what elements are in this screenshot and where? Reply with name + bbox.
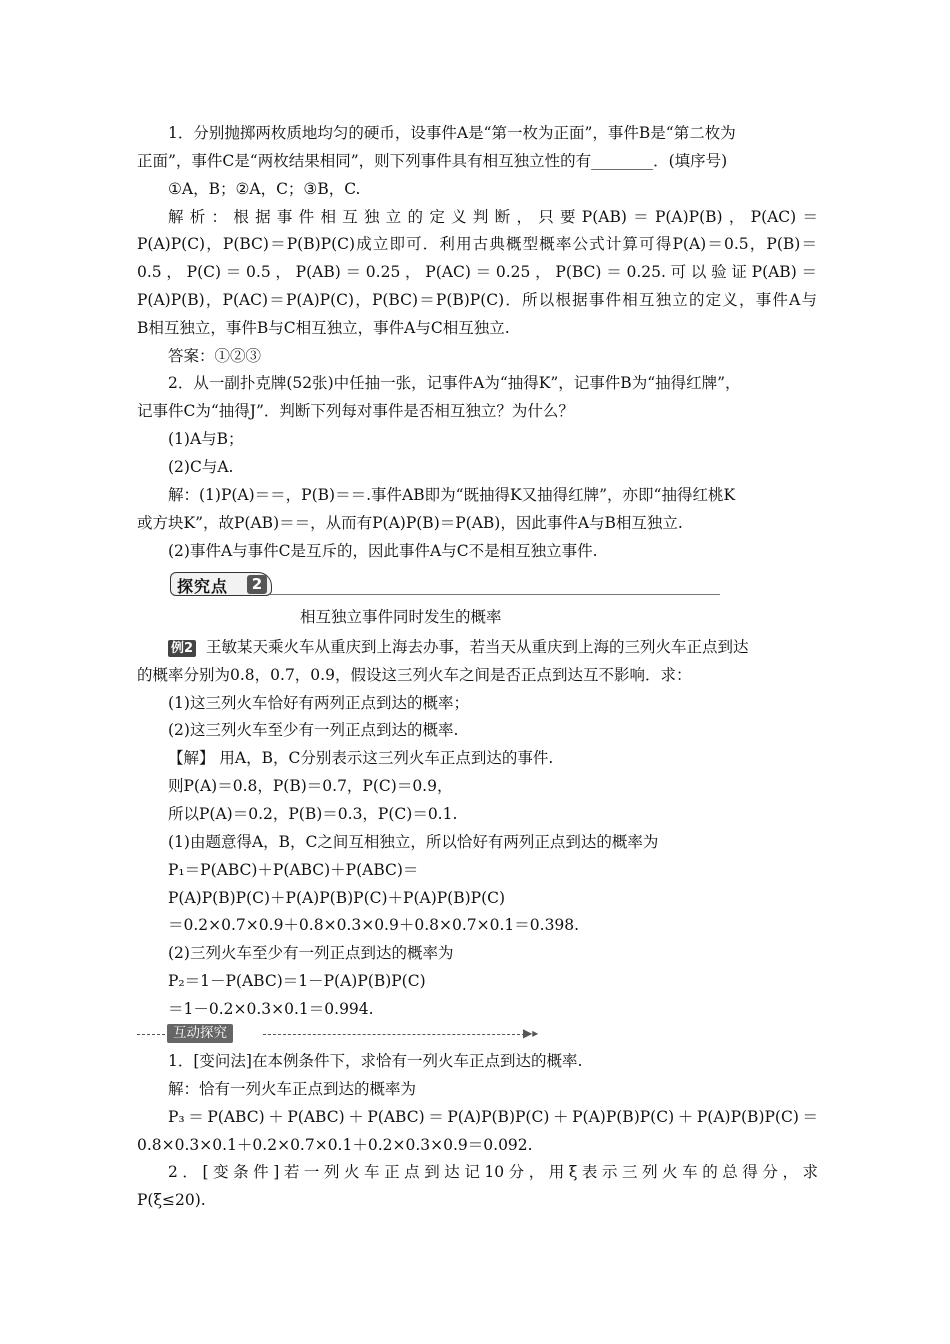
- q1-analysis-4: P(A)P(B)，P(AC)＝P(A)P(C)，P(BC)＝P(B)P(C)．所以根据事件相互独立的定义，事件A与: [137, 291, 817, 309]
- solution-intro: 【解】 用A，B，C分别表示这三列火车正点到达的事件.: [168, 749, 554, 767]
- solution-complements: 所以P(A)＝0.2，P(B)＝0.3，P(C)＝0.1.: [168, 805, 458, 823]
- solution-p1-formula: P₁＝P(ABC)＋P(ABC)＋P(ABC)＝: [168, 861, 419, 879]
- q1-analysis-2: P(A)P(C)，P(BC)＝P(B)P(C)成立即可．利用古典概型概率公式计算可得P(A)＝0.5，P(B)＝: [137, 235, 817, 253]
- variant-1-formula: P₃＝P(ABC)＋P(ABC)＋P(ABC)＝P(A)P(B)P(C)＋P(A)P(B)P(C)＋P(A)P(B)P(C)＝: [168, 1108, 818, 1126]
- section-divider: [270, 594, 720, 595]
- q1-line-1: 1．分别抛掷两枚质地均匀的硬币，设事件A是“第一枚为正面”，事件B是“第二枚为: [168, 124, 736, 142]
- q1-analysis-1: 解析：根据事件相互独立的定义判断，只要P(AB)＝P(A)P(B)，P(AC)＝: [168, 208, 818, 226]
- solution-p1-result: ＝0.2×0.7×0.9＋0.8×0.3×0.9＋0.8×0.7×0.1＝0.398.: [168, 916, 580, 934]
- variant-2-question-1: 2．[变条件]若一列火车正点到达记10分，用ξ表示三列火车的总得分，求: [168, 1163, 818, 1181]
- section-badge: [170, 572, 272, 596]
- section-header: [170, 572, 550, 598]
- solution-p1-expand: P(A)P(B)P(C)＋P(A)P(B)P(C)＋P(A)P(B)P(C): [168, 889, 506, 907]
- arrow-right-icon: ▶▸: [523, 1026, 539, 1040]
- q1-line-2: 正面”，事件C是“两枚结果相同”，则下列事件具有相互独立性的有________．(填序号): [137, 152, 728, 170]
- solution-probs: 则P(A)＝0.8，P(B)＝0.7，P(C)＝0.9，: [168, 777, 453, 795]
- dash-left: [137, 1034, 165, 1035]
- q1-answer: 答案：①②③: [168, 347, 262, 365]
- example-line-1: [168, 636, 848, 658]
- solution-part2-intro: (2)三列火车至少有一列正点到达的概率为: [168, 944, 454, 962]
- dash-right: [263, 1034, 525, 1035]
- q2-part-2: (2)C与A.: [168, 458, 234, 476]
- q2-solution-2: 或方块K”，故P(AB)＝＝，从而有P(A)P(B)＝P(AB)，因此事件A与B相互独立.: [137, 514, 683, 532]
- section-badge-text: 探究点: [177, 577, 229, 596]
- q2-line-1: 2．从一副扑克牌(52张)中任抽一张，记事件A为“抽得K”，记事件B为“抽得红牌”，: [168, 374, 741, 392]
- solution-p2-result: ＝1－0.2×0.3×0.1＝0.994.: [168, 1000, 374, 1018]
- q1-options: ①A，B；②A，C；③B，C.: [168, 180, 361, 198]
- example-badge: 例2: [168, 640, 196, 657]
- q1-analysis-3: 0.5，P(C)＝0.5，P(AB)＝0.25，P(AC)＝0.25，P(BC)＝0.25.可以验证P(AB)＝: [137, 263, 817, 281]
- variant-1-result: 0.8×0.3×0.1＋0.2×0.7×0.1＋0.2×0.3×0.9＝0.092.: [137, 1136, 533, 1154]
- q2-solution-3: (2)事件A与事件C是互斥的，因此事件A与C不是相互独立事件.: [168, 542, 598, 560]
- solution-p2-formula: P₂＝1－P(ABC)＝1－P(A)P(B)P(C): [168, 972, 426, 990]
- example-part-1: (1)这三列火车恰好有两列正点到达的概率；: [168, 694, 469, 712]
- solution-part1-intro: (1)由题意得A，B，C之间互相独立，所以恰好有两列正点到达的概率为: [168, 833, 659, 851]
- section-subtitle: 相互独立事件同时发生的概率: [300, 608, 502, 626]
- variant-1-question: 1．[变问法]在本例条件下，求恰有一列火车正点到达的概率.: [168, 1052, 583, 1070]
- q2-part-1: (1)A与B；: [168, 430, 244, 448]
- interactive-explore-label: 互动探究: [167, 1024, 233, 1043]
- q1-analysis-5: B相互独立，事件B与C相互独立，事件A与C相互独立.: [137, 319, 510, 337]
- variant-1-solution-intro: 解：恰有一列火车正点到达的概率为: [168, 1080, 417, 1098]
- q2-solution-1: 解：(1)P(A)＝＝，P(B)＝＝.事件AB即为“既抽得K又抽得红牌”，亦即“抽得红桃K: [168, 486, 736, 504]
- example-part-2: (2)这三列火车至少有一列正点到达的概率.: [168, 721, 459, 739]
- example-line-2: 的概率分别为0.8，0.7，0.9，假设这三列火车之间是否正点到达互不影响．求：: [137, 666, 692, 684]
- interactive-explore-bar: [137, 1024, 557, 1044]
- section-number: 2: [247, 575, 267, 594]
- example-text-1: 王敏某天乘火车从重庆到上海去办事，若当天从重庆到上海的三列火车正点到达: [206, 638, 749, 656]
- variant-2-question-2: P(ξ≤20).: [137, 1191, 206, 1209]
- q2-line-2: 记事件C为“抽得J”．判断下列每对事件是否相互独立？为什么？: [137, 402, 574, 420]
